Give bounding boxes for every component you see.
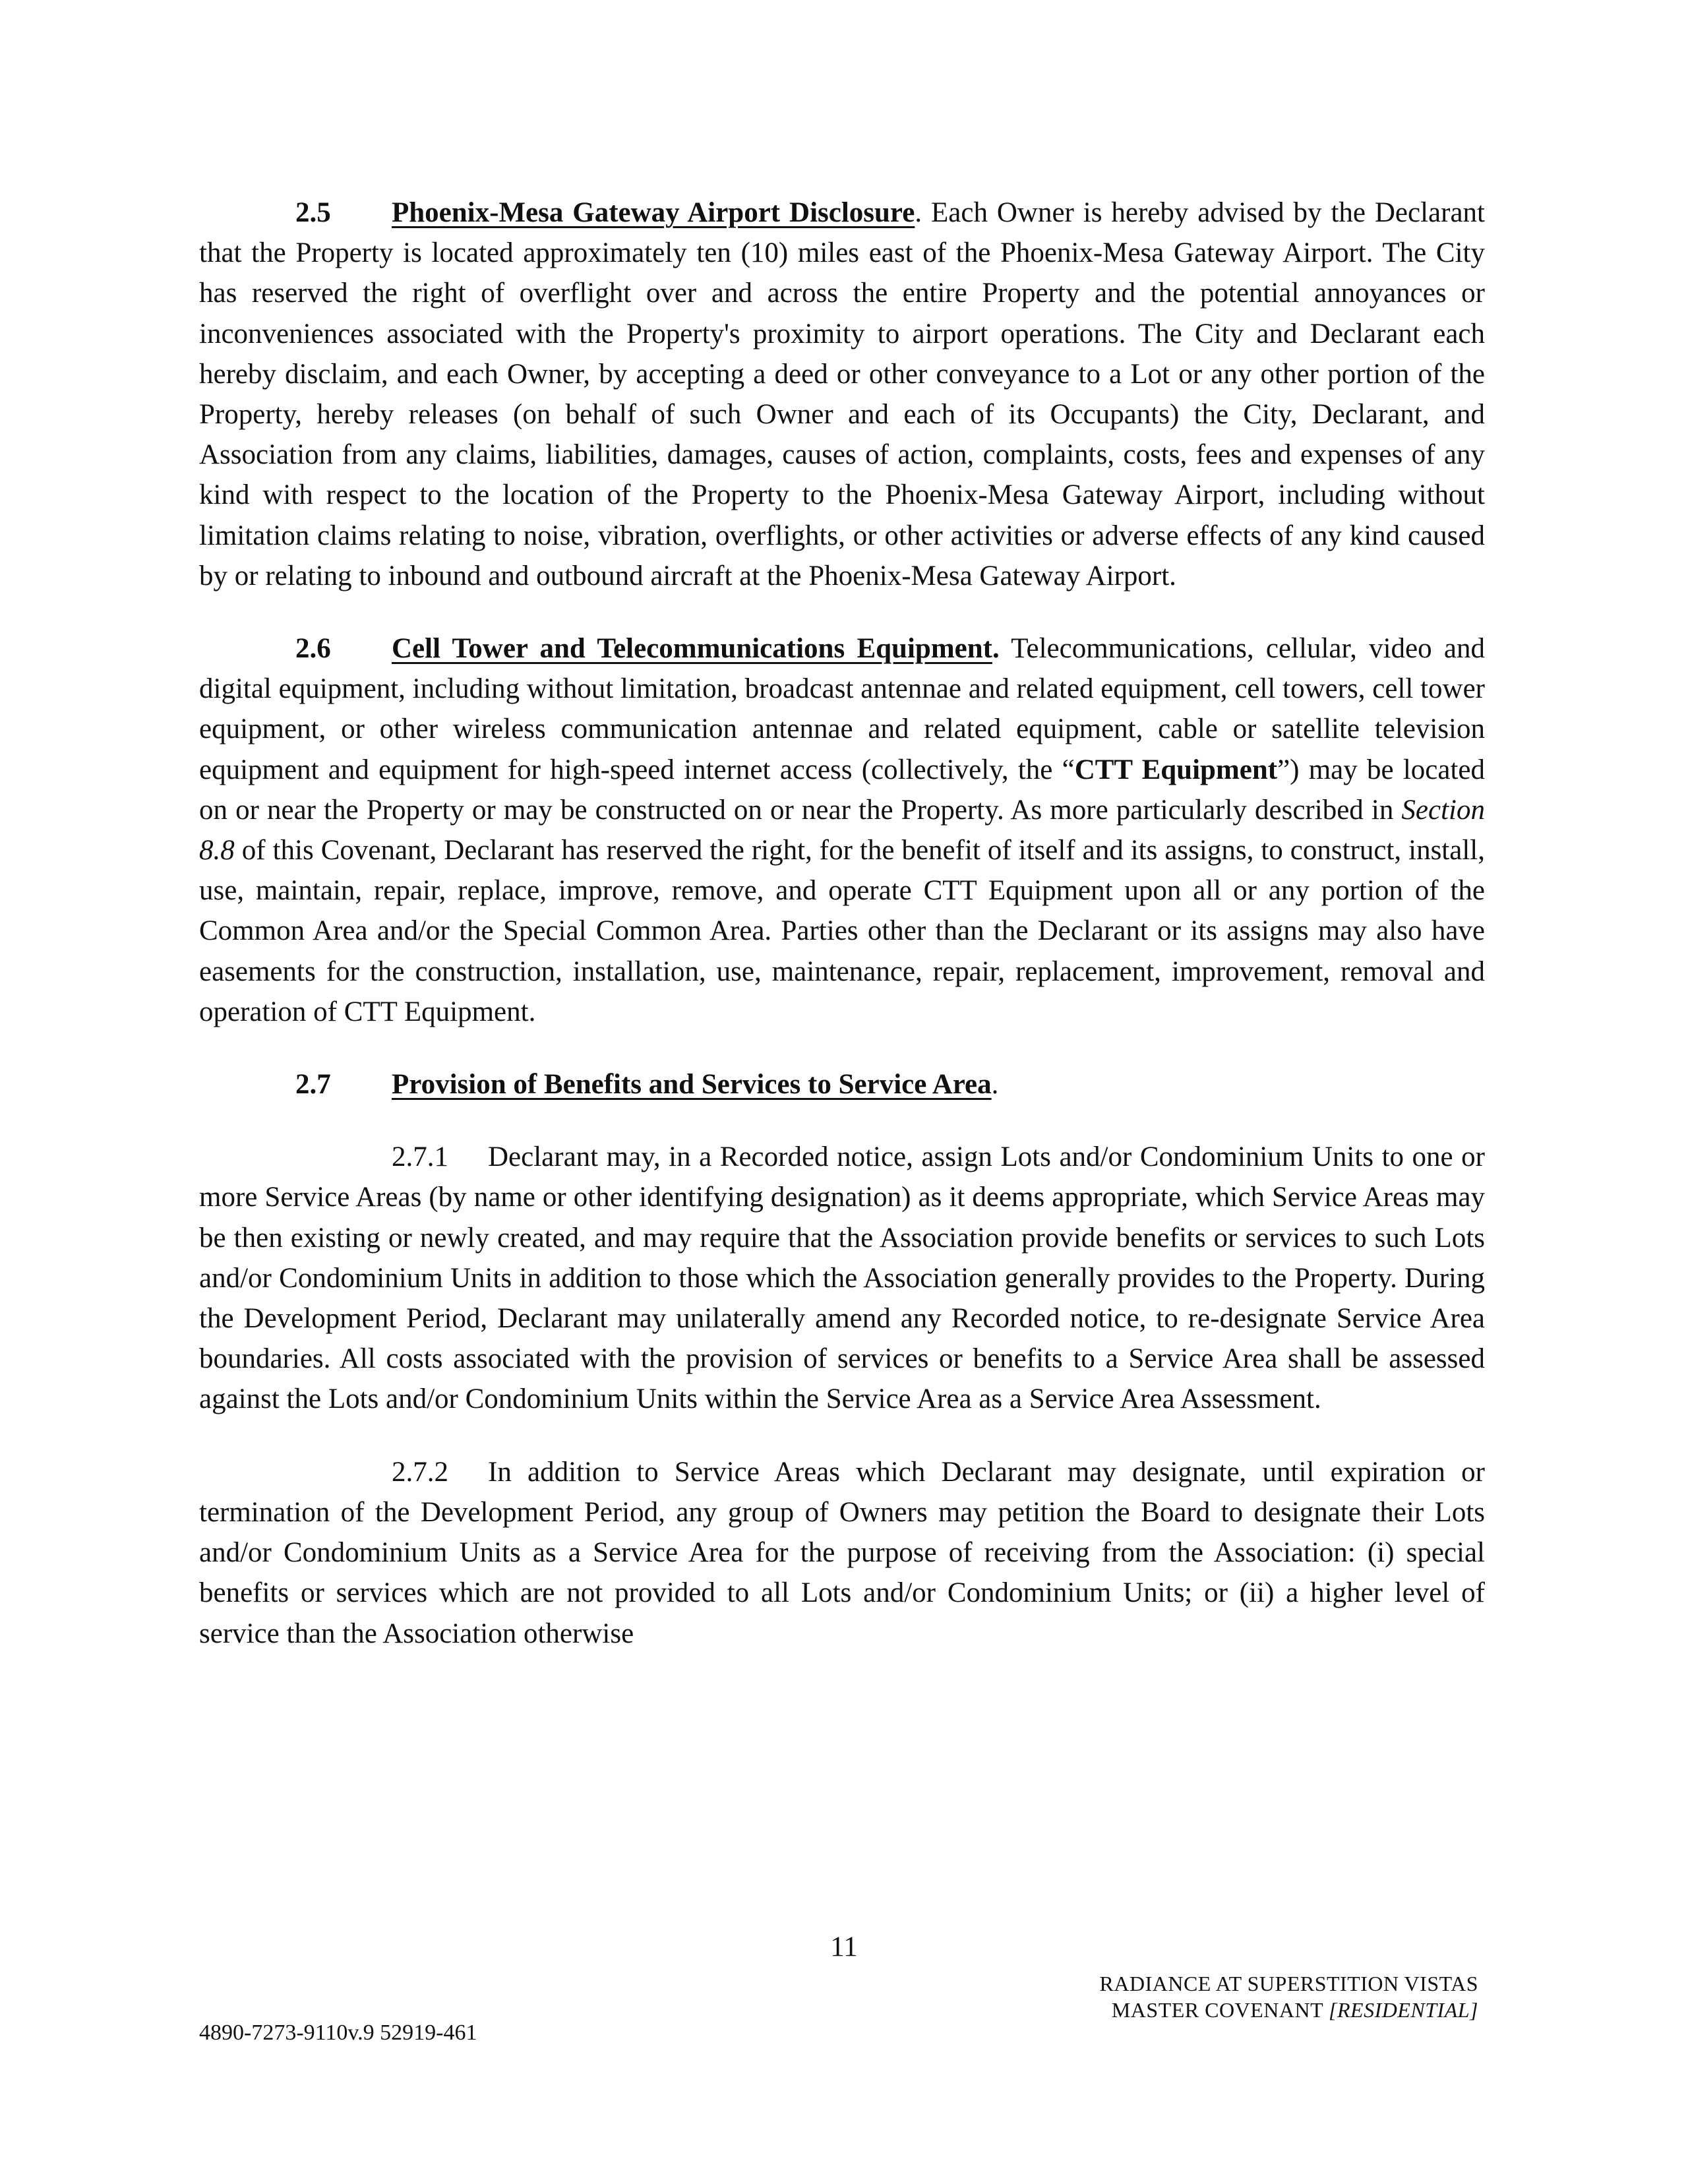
section-heading: Phoenix-Mesa Gateway Airport Disclosure [392,197,915,228]
section-heading: Provision of Benefits and Services to Service Area [392,1069,992,1101]
section-heading: Cell Tower and Telecommunications Equipment [392,633,992,665]
subsection-body: Declarant may, in a Recorded notice, assign Lots and/or Condominium Units to one or more Service Areas (by name or other identifying designation) as it deems appropriate, which Service Areas may be then existing or newly created, and may require that the Association provide benefits or services to such Lots and/or Condominium Units in addition to those which the Association generally provides to the Property. During the Development Period, Declarant may unilaterally amend any Recorded notice, to re-designate Service Area boundaries. All costs associated with the provision of services or benefits to a Service Area shall be assessed against the Lots and/or Condominium Units within the Service Area as a Service Area Assessment. [199,1141,1485,1415]
section-body: Each Owner is hereby advised by the Declarant that the Property is located approximately ten (10) miles east of the Phoenix-Mesa Gateway Airport. The City has reserved the right of overflight over and across the entire Property and the potential annoyances or inconveniences associated with the Property's proximity to airport operations. The City and Declarant each hereby disclaim, and each Owner, by accepting a deed or other conveyance to a Lot or any other portion of the Property, hereby releases (on behalf of such Owner and each of its Occupants) the City, Declarant, and Association from any claims, liabilities, damages, causes of action, complaints, costs, fees and expenses of any kind with respect to the location of the Property to the Phoenix-Mesa Gateway Airport, including without limitation claims relating to noise, vibration, overflights, or other activities or adverse effects of any kind caused by or relating to inbound and outbound aircraft at the Phoenix-Mesa Gateway Airport. [199,197,1485,592]
section-reference: Section 8.8 [199,794,1485,866]
page-number: 11 [830,1931,858,1962]
section-number: 2.5 [295,197,331,228]
subsection-2-7-2 [199,1452,1485,1654]
document-id: 4890-7273-9110v.9 52919-461 [199,2020,477,2045]
subsection-body: In addition to Service Areas which Declarant may designate, until expiration or termination of the Development Period, any group of Owners may petition the Board to designate their Lots and/or Condominium Units as a Service Area for the purpose of receiving from the Association: (i) special benefits or services which are not provided to all Lots and/or Condominium Units; or (ii) a higher level of service than the Association otherwise [199,1456,1485,1649]
section-2-5 [199,193,1485,596]
heading-period: . [915,197,922,228]
section-number: 2.7 [295,1069,331,1101]
subsection-number: 2.7.1 [392,1141,448,1173]
footer-title-qualifier: [RESIDENTIAL] [1329,1998,1478,2022]
section-number: 2.6 [295,633,331,665]
document-body [199,193,1485,1686]
heading-period: . [991,1069,999,1101]
heading-period: . [992,633,1000,665]
subsection-2-7-1 [199,1137,1485,1419]
subsection-number: 2.7.2 [392,1456,448,1488]
section-body: Telecommunications, cellular, video and digital equipment, including without limitation, broadcast antennae and related equipment, cell towers, cell tower equipment, or other wireless communication antennae and related equipment, cable or satellite television equipment and equipment for high-speed internet access (collectively, the “ [199,633,1485,785]
defined-term: CTT Equipment [1074,754,1278,785]
footer-document-title [1100,1970,1478,2023]
section-body: ”) may be located on or near the Property or may be constructed on or near the Property. As more particularly described in [199,754,1485,826]
section-body: of this Covenant, Declarant has reserved the right, for the benefit of itself and its assigns, to construct, install, use, maintain, repair, replace, improve, remove, and operate CTT Equipment upon all or any portion of the Common Area and/or the Special Common Area. Parties other than the Declarant or its assigns may also have easements for the construction, installation, use, maintenance, repair, replacement, improvement, removal and operation of CTT Equipment. [199,835,1485,1027]
footer-title-line-2: MASTER COVENANT [RESIDENTIAL] [1111,1998,1478,2022]
section-2-6 [199,628,1485,1032]
footer-title-line-1: RADIANCE AT SUPERSTITION VISTAS [1099,1972,1478,1995]
section-2-7 [199,1064,1485,1105]
